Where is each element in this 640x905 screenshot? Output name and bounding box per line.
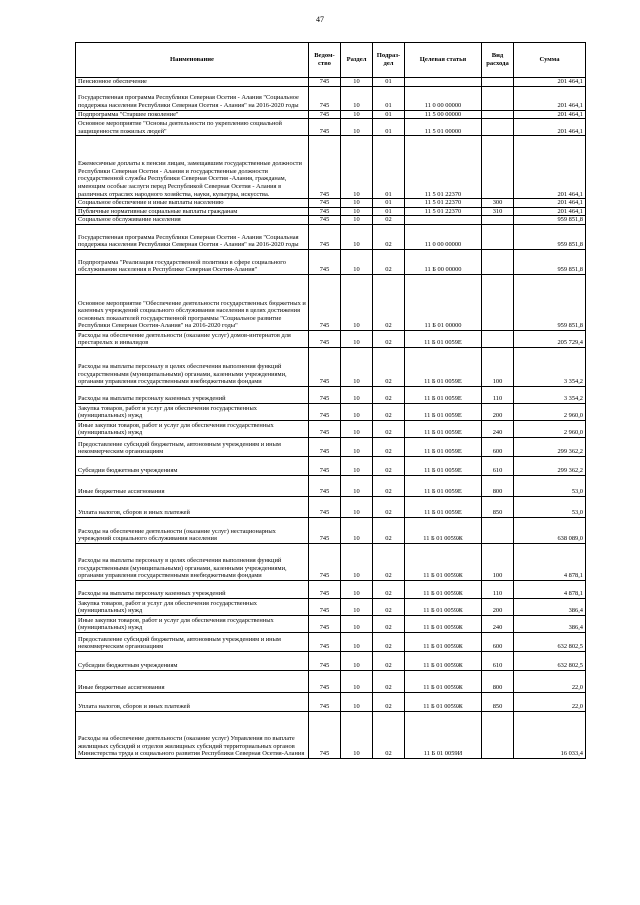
cell-ved: 745 (309, 632, 341, 651)
cell-name: Закупка товаров, работ и услуг для обеспечения государственных (муниципальных) нужд (76, 403, 309, 420)
cell-razd: 10 (341, 86, 373, 110)
cell-cs: 11 Б 01 0059Ж (405, 632, 482, 651)
cell-name: Расходы на обеспечение деятельности (оказание услуг) домов-интернатов для престарелых и инвалидов (76, 330, 309, 347)
cell-ved: 745 (309, 580, 341, 598)
cell-cs: 11 Б 01 0059Ж (405, 651, 482, 670)
cell-razd: 10 (341, 456, 373, 475)
cell-razd: 10 (341, 517, 373, 543)
cell-razd: 10 (341, 692, 373, 711)
cell-sum: 632 802,5 (514, 651, 586, 670)
table-row (76, 420, 586, 437)
cell-vid (482, 86, 514, 110)
cell-cs (405, 216, 482, 225)
cell-name: Иные закупки товаров, работ и услуг для обеспечения государственных (муниципальных) нужд (76, 615, 309, 632)
cell-vid (482, 78, 514, 87)
cell-ved: 745 (309, 670, 341, 692)
cell-vid (482, 119, 514, 136)
table-row (76, 216, 586, 225)
cell-razd: 10 (341, 386, 373, 403)
cell-name: Предоставление субсидий бюджетным, автономным учреждениям и иным некоммерческим организациям (76, 437, 309, 456)
table-row (76, 78, 586, 87)
cell-ved: 745 (309, 110, 341, 119)
cell-razd: 10 (341, 249, 373, 274)
table-row (76, 207, 586, 216)
cell-vid: 600 (482, 632, 514, 651)
cell-name: Основное мероприятие "Основы деятельности по укреплению социальной защищенности пожилых людей" (76, 119, 309, 136)
cell-vid (482, 224, 514, 249)
cell-vid: 240 (482, 615, 514, 632)
cell-podrazd: 02 (373, 517, 405, 543)
cell-vid: 850 (482, 496, 514, 517)
cell-vid: 800 (482, 670, 514, 692)
cell-name: Субсидии бюджетным учреждениям (76, 456, 309, 475)
cell-podrazd: 02 (373, 456, 405, 475)
cell-sum: 386,4 (514, 615, 586, 632)
cell-ved: 745 (309, 615, 341, 632)
table-row (76, 403, 586, 420)
cell-sum: 386,4 (514, 598, 586, 615)
cell-vid: 850 (482, 692, 514, 711)
table-row (76, 711, 586, 758)
cell-cs: 11 0 00 00000 (405, 86, 482, 110)
cell-ved: 745 (309, 78, 341, 87)
cell-sum: 959 851,8 (514, 224, 586, 249)
cell-sum: 201 464,1 (514, 86, 586, 110)
cell-sum: 201 464,1 (514, 78, 586, 87)
table-row (76, 199, 586, 208)
cell-vid (482, 517, 514, 543)
cell-name: Иные закупки товаров, работ и услуг для обеспечения государственных (муниципальных) нужд (76, 420, 309, 437)
cell-razd: 10 (341, 347, 373, 386)
table-row (76, 386, 586, 403)
cell-razd: 10 (341, 119, 373, 136)
cell-podrazd: 01 (373, 119, 405, 136)
table-header-row (76, 43, 586, 78)
cell-cs: 11 Б 01 0059И (405, 711, 482, 758)
cell-name: Пенсионное обеспечение (76, 78, 309, 87)
cell-cs: 11 Б 01 0059Ж (405, 543, 482, 580)
cell-sum: 3 354,2 (514, 386, 586, 403)
cell-cs: 11 Б 01 0059Ж (405, 615, 482, 632)
cell-cs: 11 Б 01 0059Ж (405, 670, 482, 692)
cell-ved: 745 (309, 249, 341, 274)
table-body (76, 78, 586, 759)
table-row (76, 517, 586, 543)
cell-razd: 10 (341, 580, 373, 598)
cell-cs: 11 Б 01 0059Ж (405, 598, 482, 615)
cell-sum: 299 362,2 (514, 456, 586, 475)
cell-name: Социальное обеспечение и иные выплаты населению (76, 199, 309, 208)
cell-cs: 11 Б 01 0059Е (405, 496, 482, 517)
cell-ved: 745 (309, 199, 341, 208)
cell-sum: 53,0 (514, 475, 586, 496)
cell-sum: 16 033,4 (514, 711, 586, 758)
cell-podrazd: 02 (373, 330, 405, 347)
cell-vid: 300 (482, 199, 514, 208)
cell-ved: 745 (309, 136, 341, 199)
cell-sum: 4 878,1 (514, 580, 586, 598)
cell-podrazd: 01 (373, 78, 405, 87)
cell-ved: 745 (309, 420, 341, 437)
cell-podrazd: 02 (373, 543, 405, 580)
cell-vid: 100 (482, 347, 514, 386)
cell-name: Уплата налогов, сборов и иных платежей (76, 692, 309, 711)
cell-vid (482, 216, 514, 225)
cell-cs: 11 Б 01 0059Е (405, 403, 482, 420)
cell-razd: 10 (341, 110, 373, 119)
cell-podrazd: 02 (373, 615, 405, 632)
header-ved: Ведом-ство (309, 43, 341, 78)
table-row (76, 598, 586, 615)
cell-razd: 10 (341, 274, 373, 330)
table-row (76, 86, 586, 110)
cell-podrazd: 02 (373, 580, 405, 598)
cell-vid: 800 (482, 475, 514, 496)
cell-vid (482, 330, 514, 347)
cell-cs: 11 Б 01 0059Е (405, 330, 482, 347)
cell-name: Иные бюджетные ассигнования (76, 475, 309, 496)
cell-name: Субсидии бюджетным учреждениям (76, 651, 309, 670)
table-row (76, 110, 586, 119)
table-row (76, 136, 586, 199)
cell-cs: 11 Б 00 00000 (405, 249, 482, 274)
cell-sum: 3 354,2 (514, 347, 586, 386)
header-vid: Вид расхода (482, 43, 514, 78)
cell-razd: 10 (341, 207, 373, 216)
cell-name: Расходы на выплаты персоналу казенных учреждений (76, 580, 309, 598)
cell-cs (405, 78, 482, 87)
cell-ved: 745 (309, 437, 341, 456)
cell-cs: 11 5 01 00000 (405, 119, 482, 136)
cell-name: Иные бюджетные ассигнования (76, 670, 309, 692)
cell-razd: 10 (341, 651, 373, 670)
cell-sum: 959 851,8 (514, 249, 586, 274)
cell-podrazd: 02 (373, 711, 405, 758)
cell-podrazd: 02 (373, 249, 405, 274)
cell-podrazd: 01 (373, 207, 405, 216)
cell-vid (482, 274, 514, 330)
cell-ved: 745 (309, 456, 341, 475)
table-row (76, 632, 586, 651)
cell-ved: 745 (309, 274, 341, 330)
cell-podrazd: 02 (373, 224, 405, 249)
table-row (76, 249, 586, 274)
cell-ved: 745 (309, 692, 341, 711)
cell-podrazd: 02 (373, 598, 405, 615)
cell-podrazd: 01 (373, 136, 405, 199)
cell-name: Государственная программа Республики Северная Осетия - Алания "Социальное поддержка населения Республики Северная Осетия - Алания" на 2016-2020 годы (76, 86, 309, 110)
cell-cs: 11 Б 01 0059Ж (405, 517, 482, 543)
cell-sum: 2 960,0 (514, 420, 586, 437)
table-row (76, 119, 586, 136)
cell-name: Государственная программа Республики Северная Осетия - Алания "Социальная поддержка населения Республики Северная Осетия - Алания" на 2016-2020 годы (76, 224, 309, 249)
cell-name: Публичные нормативные социальные выплаты гражданам (76, 207, 309, 216)
cell-vid: 200 (482, 403, 514, 420)
table-row (76, 692, 586, 711)
table-row (76, 580, 586, 598)
table-row (76, 224, 586, 249)
cell-cs: 11 Б 01 0059Ж (405, 580, 482, 598)
table-row (76, 475, 586, 496)
cell-name: Социальное обслуживание населения (76, 216, 309, 225)
cell-cs: 11 Б 01 0059Е (405, 456, 482, 475)
cell-vid: 240 (482, 420, 514, 437)
cell-ved: 745 (309, 403, 341, 420)
cell-sum: 638 089,0 (514, 517, 586, 543)
cell-razd: 10 (341, 632, 373, 651)
cell-podrazd: 02 (373, 670, 405, 692)
table-row (76, 456, 586, 475)
table-row (76, 330, 586, 347)
header-sum: Сумма (514, 43, 586, 78)
cell-ved: 745 (309, 598, 341, 615)
cell-vid (482, 136, 514, 199)
cell-name: Основное мероприятие "Обеспечение деятельности государственных бюджетных и казенных учреждений социального обслуживания населения в целях достижения основных показателей государственной программы "Социальное развитие Республики Северная Осетия-Алания" на 2016-2020 годы" (76, 274, 309, 330)
cell-razd: 10 (341, 224, 373, 249)
cell-name: Уплата налогов, сборов и иных платежей (76, 496, 309, 517)
cell-vid (482, 711, 514, 758)
cell-razd: 10 (341, 78, 373, 87)
cell-cs: 11 0 00 00000 (405, 224, 482, 249)
cell-name: Расходы на выплаты персоналу в целях обеспечения выполнения функций государственными (муниципальными) органами, казенными учреждениями, органами управления государственными внебюджетными фондами (76, 347, 309, 386)
table-row (76, 274, 586, 330)
cell-sum: 201 464,1 (514, 136, 586, 199)
cell-podrazd: 02 (373, 692, 405, 711)
cell-cs: 11 5 01 22370 (405, 199, 482, 208)
cell-cs: 11 5 01 22370 (405, 136, 482, 199)
cell-ved: 745 (309, 496, 341, 517)
cell-cs: 11 Б 01 00000 (405, 274, 482, 330)
cell-name: Расходы на обеспечение деятельности (оказание услуг) Управления по выплате жилищных субсидий и отделов жилищных субсидий территориальных органов Министерства труда и социального развития Республики Северная Осетия-Алания (76, 711, 309, 758)
cell-name: Расходы на выплаты персоналу казенных учреждений (76, 386, 309, 403)
cell-sum: 205 729,4 (514, 330, 586, 347)
cell-sum: 4 878,1 (514, 543, 586, 580)
cell-cs: 11 5 00 00000 (405, 110, 482, 119)
cell-razd: 10 (341, 670, 373, 692)
cell-vid (482, 249, 514, 274)
cell-cs: 11 Б 01 0059Ж (405, 692, 482, 711)
cell-podrazd: 02 (373, 216, 405, 225)
cell-ved: 745 (309, 517, 341, 543)
cell-razd: 10 (341, 216, 373, 225)
cell-ved: 745 (309, 207, 341, 216)
cell-sum: 959 851,8 (514, 274, 586, 330)
cell-podrazd: 02 (373, 274, 405, 330)
cell-sum: 2 960,0 (514, 403, 586, 420)
cell-ved: 745 (309, 475, 341, 496)
header-name: Наименование (76, 43, 309, 78)
cell-vid: 110 (482, 386, 514, 403)
cell-ved: 745 (309, 216, 341, 225)
cell-vid: 610 (482, 651, 514, 670)
header-cs: Целевая статья (405, 43, 482, 78)
cell-sum: 201 464,1 (514, 199, 586, 208)
page-number: 47 (316, 15, 324, 24)
cell-name: Ежемесячные доплаты к пенсии лицам, замещавшим государственные должности Республики Северная Осетия - Алания и государственные должности государственной службы Республики Северная Осетия -Алания, гражданам, имеющим особые заслуги перед Республикой Северная Осетия - Алания в различных отраслях народного хозяйства, науки, культуры, искусства. (76, 136, 309, 199)
cell-podrazd: 02 (373, 632, 405, 651)
cell-sum: 959 851,8 (514, 216, 586, 225)
cell-podrazd: 01 (373, 86, 405, 110)
cell-podrazd: 02 (373, 496, 405, 517)
cell-cs: 11 Б 01 0059Е (405, 475, 482, 496)
table-row (76, 347, 586, 386)
cell-razd: 10 (341, 199, 373, 208)
cell-razd: 10 (341, 330, 373, 347)
cell-cs: 11 Б 01 0059Е (405, 347, 482, 386)
cell-ved: 745 (309, 347, 341, 386)
cell-cs: 11 5 01 22370 (405, 207, 482, 216)
cell-name: Подпрограмма "Реализация государственной политики в сфере социального обслуживания населения в Республике Северная Осетия-Алания" (76, 249, 309, 274)
cell-name: Подпрограмма "Старшее поколение" (76, 110, 309, 119)
cell-vid (482, 110, 514, 119)
header-podrazd: Подраз-дел (373, 43, 405, 78)
cell-razd: 10 (341, 475, 373, 496)
cell-razd: 10 (341, 136, 373, 199)
cell-vid: 100 (482, 543, 514, 580)
cell-razd: 10 (341, 711, 373, 758)
cell-sum: 201 464,1 (514, 119, 586, 136)
cell-razd: 10 (341, 437, 373, 456)
cell-ved: 745 (309, 119, 341, 136)
table-row (76, 670, 586, 692)
cell-ved: 745 (309, 711, 341, 758)
cell-sum: 299 362,2 (514, 437, 586, 456)
table-row (76, 496, 586, 517)
cell-vid: 110 (482, 580, 514, 598)
cell-razd: 10 (341, 403, 373, 420)
cell-podrazd: 02 (373, 403, 405, 420)
table-row (76, 543, 586, 580)
cell-ved: 745 (309, 330, 341, 347)
cell-sum: 201 464,1 (514, 110, 586, 119)
cell-ved: 745 (309, 386, 341, 403)
cell-sum: 22,0 (514, 692, 586, 711)
cell-name: Предоставление субсидий бюджетным, автономным учреждениям и иным некоммерческим организациям (76, 632, 309, 651)
cell-cs: 11 Б 01 0059Е (405, 420, 482, 437)
cell-sum: 53,0 (514, 496, 586, 517)
cell-ved: 745 (309, 651, 341, 670)
cell-razd: 10 (341, 420, 373, 437)
cell-razd: 10 (341, 496, 373, 517)
cell-name: Закупка товаров, работ и услуг для обеспечения государственных (муниципальных) нужд (76, 598, 309, 615)
cell-podrazd: 02 (373, 651, 405, 670)
cell-vid: 610 (482, 456, 514, 475)
table-row (76, 615, 586, 632)
cell-podrazd: 02 (373, 475, 405, 496)
cell-ved: 745 (309, 224, 341, 249)
cell-podrazd: 02 (373, 386, 405, 403)
cell-podrazd: 01 (373, 199, 405, 208)
cell-sum: 22,0 (514, 670, 586, 692)
cell-cs: 11 Б 01 0059Е (405, 386, 482, 403)
cell-podrazd: 02 (373, 420, 405, 437)
cell-name: Расходы на обеспечение деятельности (оказание услуг) нестационарных учреждений социального обслуживания населения (76, 517, 309, 543)
cell-vid: 200 (482, 598, 514, 615)
cell-podrazd: 01 (373, 110, 405, 119)
cell-cs: 11 Б 01 0059Е (405, 437, 482, 456)
table-row (76, 651, 586, 670)
budget-table (75, 42, 586, 759)
cell-sum: 632 802,5 (514, 632, 586, 651)
cell-razd: 10 (341, 543, 373, 580)
header-razd: Раздел (341, 43, 373, 78)
cell-ved: 745 (309, 543, 341, 580)
cell-ved: 745 (309, 86, 341, 110)
table-row (76, 437, 586, 456)
cell-name: Расходы на выплаты персоналу в целях обеспечения выполнения функций государственными (муниципальными) органами, казенными учреждениями, органами управления государственными внебюджетными фондами (76, 543, 309, 580)
cell-razd: 10 (341, 598, 373, 615)
cell-podrazd: 02 (373, 437, 405, 456)
cell-sum: 201 464,1 (514, 207, 586, 216)
cell-podrazd: 02 (373, 347, 405, 386)
cell-vid: 600 (482, 437, 514, 456)
cell-vid: 310 (482, 207, 514, 216)
cell-razd: 10 (341, 615, 373, 632)
